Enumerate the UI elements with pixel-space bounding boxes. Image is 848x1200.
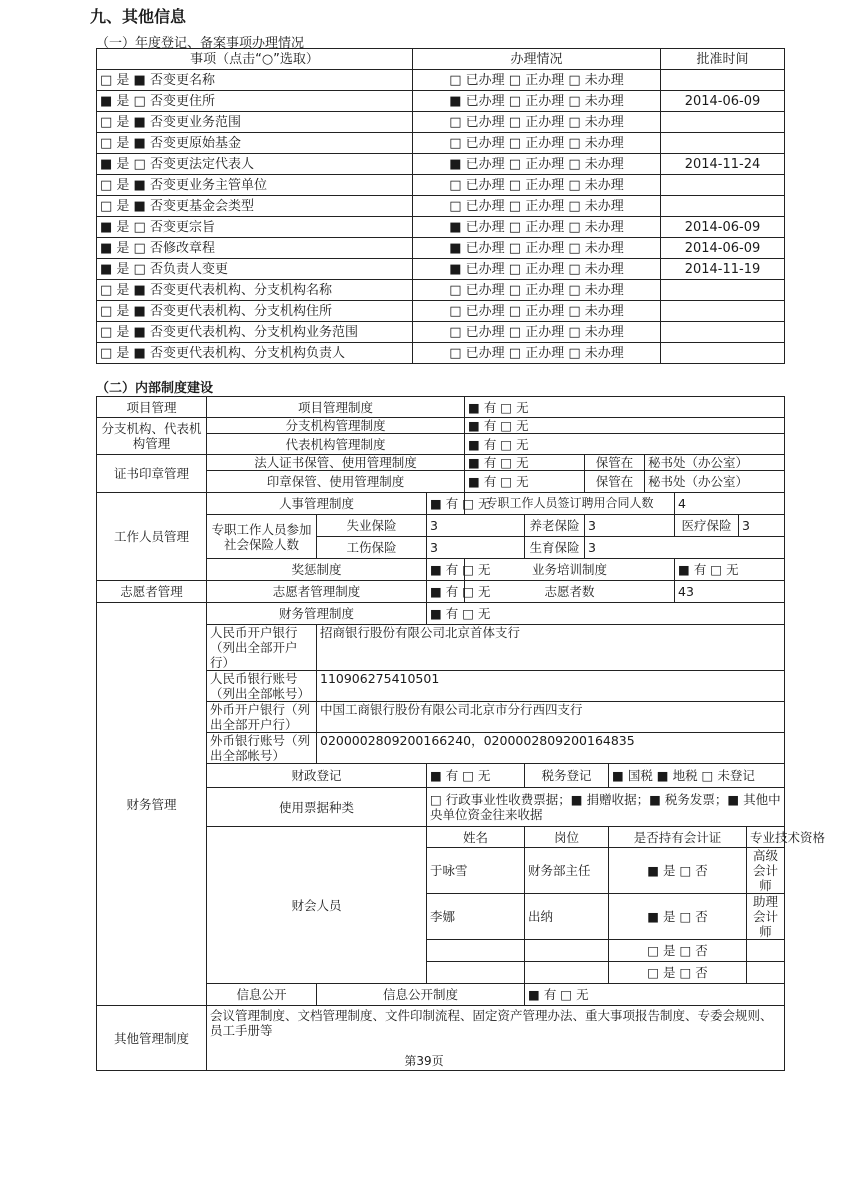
branch-row: [97, 418, 785, 434]
date-cell: [661, 196, 785, 217]
date-cell: [661, 70, 785, 91]
page-footer: 第39页: [404, 1054, 444, 1068]
staff-title: 高级会计师: [747, 848, 785, 894]
finance-system-row: [97, 603, 785, 625]
table-row: [97, 343, 785, 364]
cert-system: 法人证书保管、使用管理制度: [207, 455, 465, 471]
volunteer-system: 志愿者管理制度: [207, 581, 427, 603]
section-heading: 九、其他信息: [90, 7, 187, 26]
rep-system: 代表机构管理制度: [207, 434, 465, 455]
table-row: [97, 70, 785, 91]
cert-keep-label: 保管在: [585, 455, 645, 471]
item-cell[interactable]: ■ 是 □ 否变更住所: [97, 91, 413, 112]
table-row: [97, 238, 785, 259]
fx-account-value: 0200002809200166240，0200002809200164835: [317, 733, 785, 764]
info-label: 信息公开: [207, 984, 317, 1006]
pension-label: 养老保险: [525, 515, 585, 537]
table-header-row: [97, 49, 785, 70]
project-label: 项目管理: [97, 397, 207, 418]
finance-system-value[interactable]: ■ 有 □ 无: [427, 603, 785, 625]
staff-name: 于咏雪: [427, 848, 525, 894]
staff-post: [525, 940, 609, 962]
hr-row: [97, 493, 785, 515]
staff-post: 出纳: [525, 894, 609, 940]
column-header-cert: 是否持有会计证: [609, 827, 747, 848]
status-cell[interactable]: ■ 已办理 □ 正办理 □ 未办理: [413, 259, 661, 280]
insurance-label: 专职工作人员参加社会保险人数: [207, 515, 317, 559]
seal-keep-label: 保管在: [585, 471, 645, 493]
volunteer-count-label: 志愿者数: [465, 581, 675, 603]
status-cell[interactable]: □ 已办理 □ 正办理 □ 未办理: [413, 196, 661, 217]
staff-label: 工作人员管理: [97, 493, 207, 581]
volunteer-label: 志愿者管理: [97, 581, 207, 603]
table-row: [97, 175, 785, 196]
maternity-value: 3: [585, 537, 785, 559]
date-cell: 2014-11-24: [661, 154, 785, 175]
contract-value: 4: [675, 493, 785, 515]
staff-post: [525, 962, 609, 984]
table-row: [97, 322, 785, 343]
item-cell[interactable]: ■ 是 □ 否变更法定代表人: [97, 154, 413, 175]
item-cell[interactable]: ■ 是 □ 否负责人变更: [97, 259, 413, 280]
medical-label: 医疗保险: [675, 515, 739, 537]
unemployment-label: 失业保险: [317, 515, 427, 537]
item-cell[interactable]: □ 是 ■ 否变更代表机构、分支机构负责人: [97, 343, 413, 364]
table-row: [97, 217, 785, 238]
tax-value[interactable]: ■ 国税 ■ 地税 □ 未登记: [609, 764, 785, 788]
column-header-title: 专业技术资格: [747, 827, 785, 848]
finance-system: 财务管理制度: [207, 603, 427, 625]
date-cell: [661, 343, 785, 364]
project-row: [97, 397, 785, 418]
project-system: 项目管理制度: [207, 397, 465, 418]
item-cell[interactable]: □ 是 ■ 否变更原始基金: [97, 133, 413, 154]
staff-name: 李娜: [427, 894, 525, 940]
branch-label: 分支机构、代表机构管理: [97, 418, 207, 455]
date-cell: 2014-06-09: [661, 217, 785, 238]
table-row: [97, 196, 785, 217]
table-row: [97, 301, 785, 322]
seal-keep-value: 秘书处（办公室）: [645, 471, 785, 493]
status-cell[interactable]: ■ 已办理 □ 正办理 □ 未办理: [413, 217, 661, 238]
injury-label: 工伤保险: [317, 537, 427, 559]
fx-account-label: 外币银行账号（列出全部帐号）: [207, 733, 317, 764]
status-cell[interactable]: ■ 已办理 □ 正办理 □ 未办理: [413, 238, 661, 259]
volunteer-row: [97, 581, 785, 603]
branch-value[interactable]: ■ 有 □ 无: [465, 418, 785, 434]
cert-label: 证书印章管理: [97, 455, 207, 493]
item-cell[interactable]: □ 是 ■ 否变更名称: [97, 70, 413, 91]
item-cell[interactable]: □ 是 ■ 否变更代表机构、分支机构业务范围: [97, 322, 413, 343]
rmb-bank-value: 招商银行股份有限公司北京首体支行: [317, 625, 785, 671]
item-cell[interactable]: □ 是 ■ 否变更代表机构、分支机构住所: [97, 301, 413, 322]
project-value[interactable]: ■ 有 □ 无: [465, 397, 785, 418]
date-cell: 2014-11-19: [661, 259, 785, 280]
item-cell[interactable]: ■ 是 □ 否修改章程: [97, 238, 413, 259]
staff-cert[interactable]: ■ 是 □ 否: [609, 848, 747, 894]
table-row: [97, 91, 785, 112]
staff-name: [427, 962, 525, 984]
status-cell[interactable]: ■ 已办理 □ 正办理 □ 未办理: [413, 154, 661, 175]
training-system: 业务培训制度: [465, 559, 675, 581]
contract-label: 专职工作人员签订聘用合同人数: [465, 493, 675, 515]
branch-system: 分支机构管理制度: [207, 418, 465, 434]
status-cell[interactable]: □ 已办理 □ 正办理 □ 未办理: [413, 133, 661, 154]
column-header-item: 事项（点击“○”选取）: [97, 49, 413, 70]
fx-bank-label: 外币开户银行（列出全部开户行）: [207, 702, 317, 733]
staff-title: [747, 962, 785, 984]
fiscal-value[interactable]: ■ 有 □ 无: [427, 764, 525, 788]
item-cell[interactable]: □ 是 ■ 否变更代表机构、分支机构名称: [97, 280, 413, 301]
date-cell: [661, 322, 785, 343]
maternity-label: 生育保险: [525, 537, 585, 559]
status-cell[interactable]: □ 已办理 □ 正办理 □ 未办理: [413, 343, 661, 364]
seal-value[interactable]: ■ 有 □ 无: [465, 471, 585, 493]
item-cell[interactable]: □ 是 ■ 否变更基金会类型: [97, 196, 413, 217]
item-cell[interactable]: □ 是 ■ 否变更业务范围: [97, 112, 413, 133]
other-label: 其他管理制度: [97, 1006, 207, 1071]
seal-system: 印章保管、使用管理制度: [207, 471, 465, 493]
status-cell[interactable]: ■ 已办理 □ 正办理 □ 未办理: [413, 91, 661, 112]
column-header-date: 批准时间: [661, 49, 785, 70]
staff-name: [427, 940, 525, 962]
fiscal-label: 财政登记: [207, 764, 427, 788]
section2-heading: （二）内部制度建设: [96, 381, 214, 396]
staff-cert[interactable]: ■ 是 □ 否: [609, 894, 747, 940]
date-cell: [661, 301, 785, 322]
item-cell[interactable]: □ 是 ■ 否变更业务主管单位: [97, 175, 413, 196]
status-cell[interactable]: □ 已办理 □ 正办理 □ 未办理: [413, 70, 661, 91]
table-row: [97, 280, 785, 301]
medical-value: 3: [739, 515, 785, 537]
receipt-label: 使用票据种类: [207, 788, 427, 827]
rep-value[interactable]: ■ 有 □ 无: [465, 434, 785, 455]
cert-keep-value: 秘书处（办公室）: [645, 455, 785, 471]
status-cell[interactable]: □ 已办理 □ 正办理 □ 未办理: [413, 175, 661, 196]
item-cell[interactable]: ■ 是 □ 否变更宗旨: [97, 217, 413, 238]
table-row: [97, 112, 785, 133]
staff-cert[interactable]: □ 是 □ 否: [609, 962, 747, 984]
internal-system-table: [96, 396, 826, 1071]
rmb-account-label: 人民币银行账号（列出全部帐号）: [207, 671, 317, 702]
table-row: [97, 154, 785, 175]
staff-cert[interactable]: □ 是 □ 否: [609, 940, 747, 962]
unemployment-value: 3: [427, 515, 525, 537]
rmb-bank-label: 人民币开户银行（列出全部开户行）: [207, 625, 317, 671]
receipt-value[interactable]: □ 行政事业性收费票据；■ 捐赠收据；■ 税务发票；■ 其他中央单位资金往来收据: [427, 788, 785, 827]
date-cell: 2014-06-09: [661, 91, 785, 112]
staff-title: [747, 940, 785, 962]
hr-value[interactable]: ■ 有 □ 无: [427, 493, 465, 515]
column-header-status: 办理情况: [413, 49, 661, 70]
status-cell[interactable]: □ 已办理 □ 正办理 □ 未办理: [413, 280, 661, 301]
finance-label: 财务管理: [97, 603, 207, 1006]
volunteer-count-value: 43: [675, 581, 785, 603]
rmb-account-value: 110906275410501: [317, 671, 785, 702]
reward-value[interactable]: ■ 有 □ 无: [427, 559, 465, 581]
date-cell: [661, 175, 785, 196]
other-value: 会议管理制度、文档管理制度、文件印制流程、固定资产管理办法、重大事项报告制度、专委会规则、员工手册等: [207, 1006, 785, 1071]
reward-system: 奖惩制度: [207, 559, 427, 581]
fx-bank-value: 中国工商银行股份有限公司北京市分行西四支行: [317, 702, 785, 733]
pension-value: 3: [585, 515, 675, 537]
accounting-staff-label: 财会人员: [207, 827, 427, 984]
staff-post: 财务部主任: [525, 848, 609, 894]
info-system: 信息公开制度: [317, 984, 525, 1006]
table-row: [97, 133, 785, 154]
training-value[interactable]: ■ 有 □ 无: [675, 559, 785, 581]
volunteer-value[interactable]: ■ 有 □ 无: [427, 581, 465, 603]
section1-heading: （一）年度登记、备案事项办理情况: [96, 36, 305, 51]
column-header-post: 岗位: [525, 827, 609, 848]
injury-value: 3: [427, 537, 525, 559]
hr-system: 人事管理制度: [207, 493, 427, 515]
staff-title: 助理会计师: [747, 894, 785, 940]
date-cell: 2014-06-09: [661, 238, 785, 259]
cert-row: [97, 455, 785, 471]
tax-label: 税务登记: [525, 764, 609, 788]
status-cell[interactable]: □ 已办理 □ 正办理 □ 未办理: [413, 112, 661, 133]
info-value[interactable]: ■ 有 □ 无: [525, 984, 785, 1006]
date-cell: [661, 133, 785, 154]
status-cell[interactable]: □ 已办理 □ 正办理 □ 未办理: [413, 322, 661, 343]
status-cell[interactable]: □ 已办理 □ 正办理 □ 未办理: [413, 301, 661, 322]
cert-value[interactable]: ■ 有 □ 无: [465, 455, 585, 471]
registration-table: [96, 48, 785, 364]
date-cell: [661, 280, 785, 301]
date-cell: [661, 112, 785, 133]
table-row: [97, 259, 785, 280]
column-header-name: 姓名: [427, 827, 525, 848]
